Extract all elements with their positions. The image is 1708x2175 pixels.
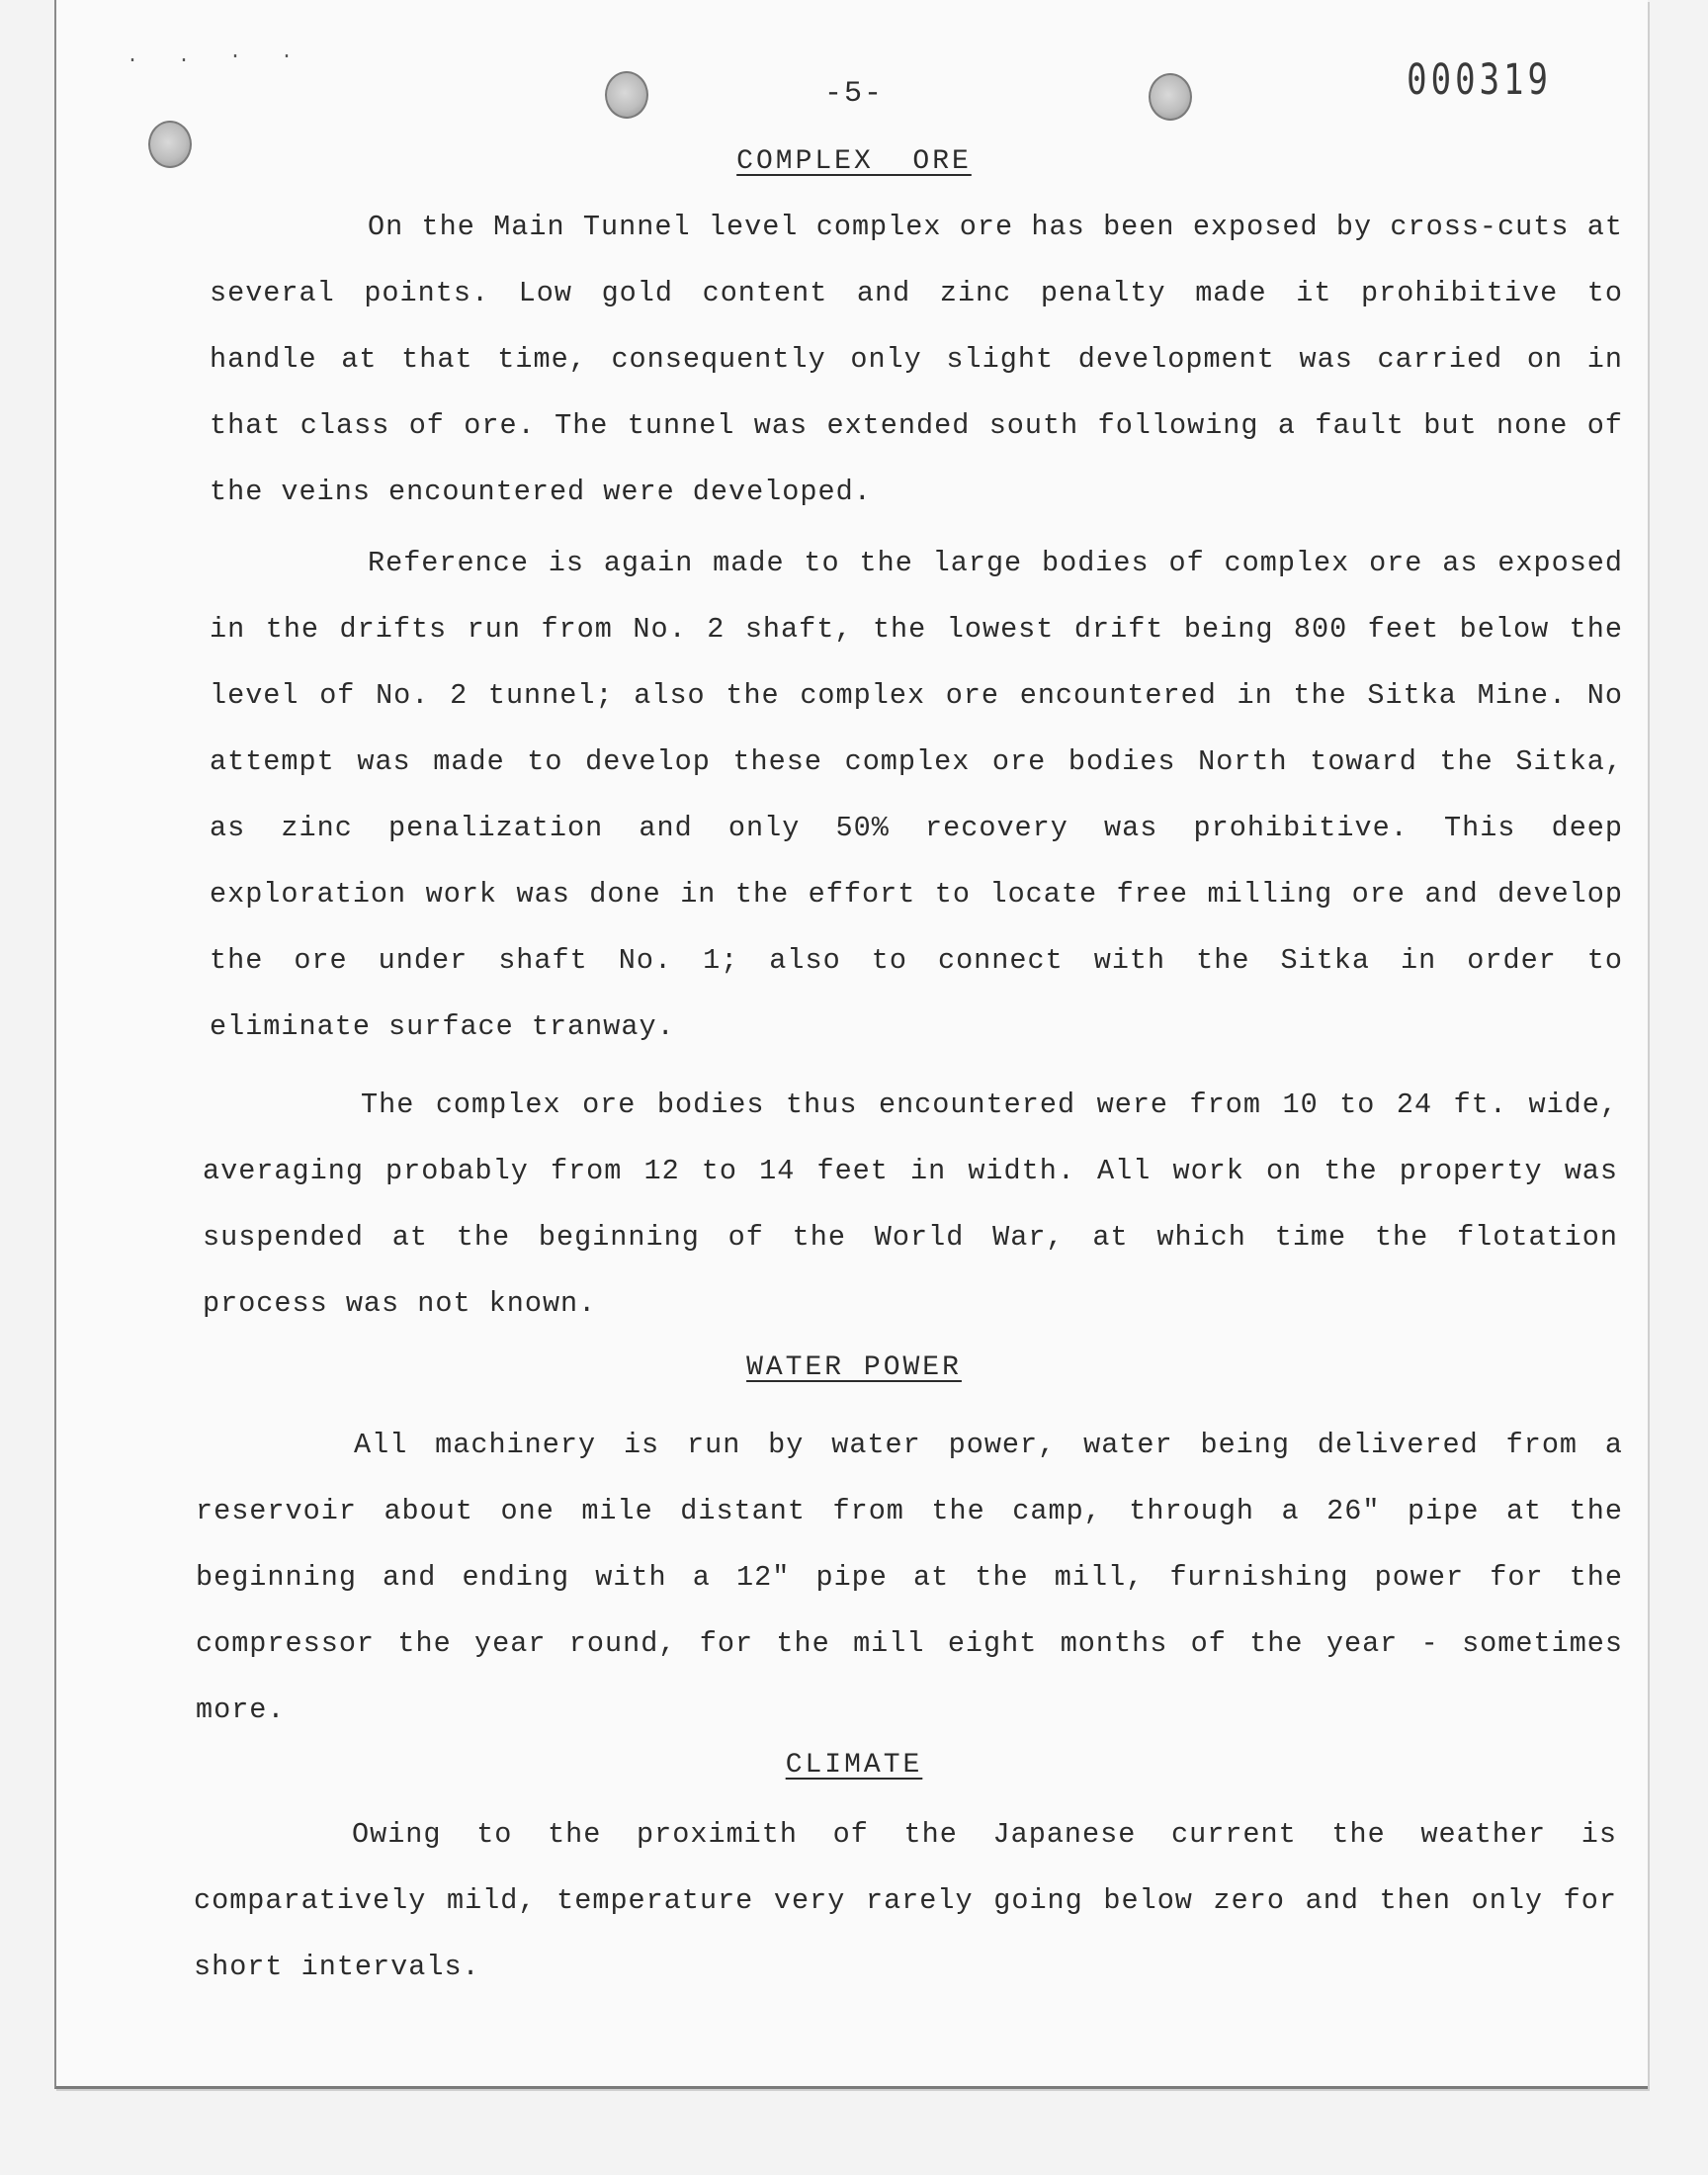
- document-id-stamp: 000319: [1407, 55, 1552, 105]
- paragraph-complex-ore-2: Reference is again made to the large bodies of complex ore as exposed in the drifts run from No. 2 shaft, the lowest drift being 800 feet below the level of No. 2 tunnel; also the complex ore encountered in the Sitka Mine. No attempt was made to develop these complex ore bodies North toward the Sitka, as zinc penalization and only 50% recovery was prohibitive. This deep exploration work was done in the effort to locate free milling ore and develop the ore under shaft No. 1; also to connect with the Sitka in order to eliminate surface tranway.: [210, 547, 1623, 1043]
- heading-text: COMPLEX ORE: [736, 146, 972, 177]
- section-heading-complex-ore: [0, 146, 1708, 177]
- paragraph-complex-ore-3: The complex ore bodies thus encountered were from 10 to 24 ft. wide, averaging probably from 12 to 14 feet in width. All work on the property was suspended at the beginning of the World War, at which time the flotation process was not known.: [203, 1088, 1618, 1320]
- heading-text: WATER POWER: [746, 1352, 962, 1383]
- heading-text: CLIMATE: [785, 1750, 923, 1781]
- section-heading-water-power: [0, 1352, 1708, 1383]
- paragraph-climate: Owing to the proximith of the Japanese current the weather is comparatively mild, temperature very rarely going below zero and then only for short intervals.: [194, 1818, 1617, 1983]
- paragraph-complex-ore-1: On the Main Tunnel level complex ore has been exposed by cross-cuts at several points. Low gold content and zinc penalty made it prohibitive to handle at that time, consequently only slight development was carried on in that class of ore. The tunnel was extended south following a fault but none of the veins encountered were developed.: [210, 211, 1623, 508]
- paragraph-water-power: All machinery is run by water power, water being delivered from a reservoir about one mile distant from the camp, through a 26" pipe at the beginning and ending with a 12" pipe at the mill, furnishing power for the compressor the year round, for the mill eight months of the year - sometimes more.: [196, 1429, 1623, 1726]
- margin-specks: . . · ·: [127, 45, 307, 68]
- page-number: -5-: [823, 77, 884, 111]
- section-heading-climate: [0, 1750, 1708, 1781]
